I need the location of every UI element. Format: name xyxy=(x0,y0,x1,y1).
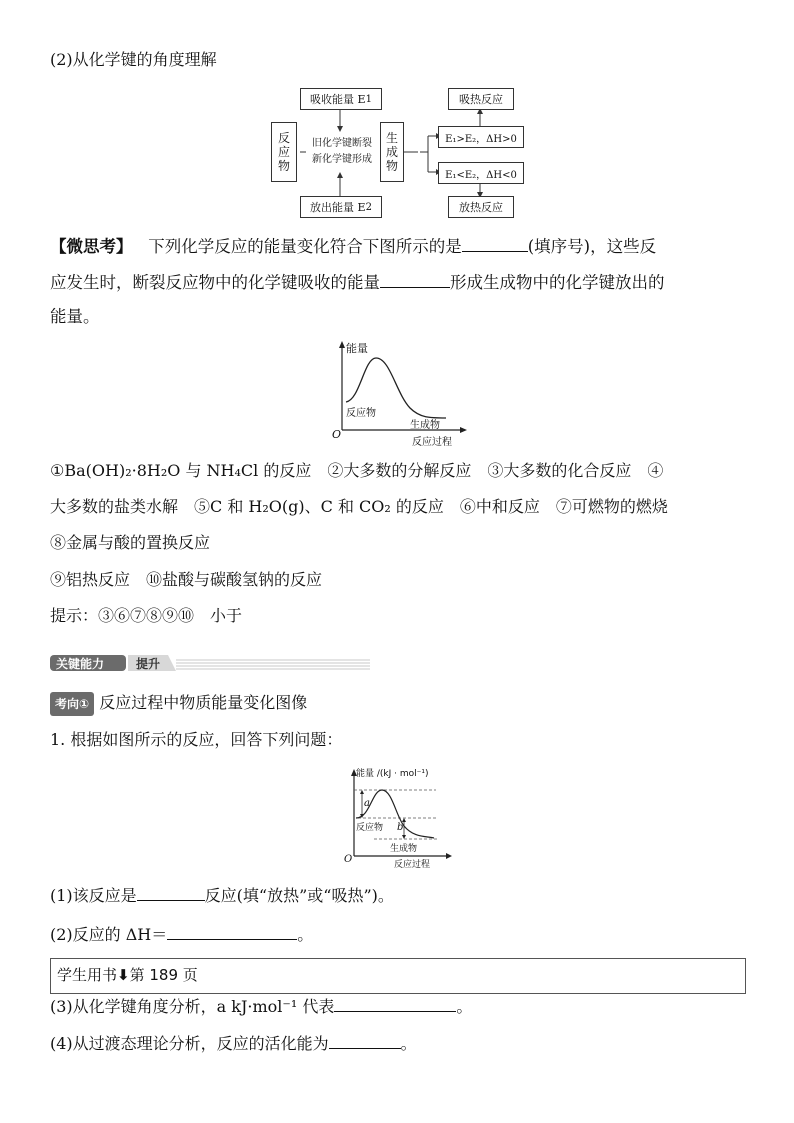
sub4-post: 。 xyxy=(400,1034,417,1053)
note-content xyxy=(57,964,198,985)
think-text-2-tail: 形成生成物中的化学键放出的 xyxy=(450,273,665,292)
sub-question-2 xyxy=(50,924,313,946)
think-label: 【微思考】 xyxy=(50,237,133,256)
hint-line xyxy=(50,605,242,627)
energy-graph-2-svg xyxy=(342,766,454,870)
exothermic-condition-box xyxy=(438,162,524,184)
endothermic-condition: E₁>E₂，ΔH>0 xyxy=(445,133,517,145)
bond-break-text: 旧化学键断裂 xyxy=(312,138,372,149)
note-page: 第 189 页 xyxy=(129,966,198,984)
sub2-pre: (2)反应的 ΔH＝ xyxy=(50,925,168,944)
down-arrow-icon: ⬇ xyxy=(117,966,130,984)
sub1-pre: (1)该反应是 xyxy=(50,886,137,905)
topic-title: 反应过程中物质能量变化图像 xyxy=(99,693,308,712)
think-text-1: 下列化学反应的能量变化符合下图所示的是 xyxy=(148,237,462,256)
sub-question-3 xyxy=(50,996,472,1018)
bond-change-text xyxy=(304,136,380,168)
graph2-xlabel: 反应过程 xyxy=(394,860,431,870)
options-line-1: ①Ba(OH)₂·8H₂O 与 NH₄Cl 的反应 ②大多数的分解反应 ③大多数的化合反应 ④ xyxy=(50,461,664,480)
graph1-ylabel: 能量 xyxy=(346,342,368,355)
graph2-product-label: 生成物 xyxy=(390,844,418,854)
sub-question-4 xyxy=(50,1033,417,1055)
absorb-sub: 1 xyxy=(365,93,372,105)
absorb-energy-box xyxy=(300,88,382,110)
student-book-note xyxy=(50,958,746,994)
graph2-a-label: a xyxy=(364,798,370,809)
sub4-blank xyxy=(329,1033,401,1049)
product-char: 生 xyxy=(385,131,398,145)
sub3-pre: (3)从化学键角度分析，a kJ·mol⁻¹ 代表 xyxy=(50,997,335,1016)
think-text-1-tail: (填序号)，这些反 xyxy=(527,237,657,256)
graph1-product-label: 生成物 xyxy=(410,420,440,431)
sub1-post: 反应(填“放热”或“吸热”)。 xyxy=(204,886,394,905)
banner-right-text: 提升 xyxy=(136,657,161,671)
sub2-post: 。 xyxy=(297,925,314,944)
sub1-blank xyxy=(137,885,205,901)
think-line-2 xyxy=(50,272,665,294)
reactant-char: 应 xyxy=(277,145,290,159)
endothermic-box xyxy=(448,88,514,110)
absorb-label: 吸收能量 E xyxy=(310,93,366,106)
hint-answer: ③⑥⑦⑧⑨⑩ 小于 xyxy=(98,606,243,625)
answer-blank-1 xyxy=(462,236,528,252)
energy-graph-1 xyxy=(330,338,470,450)
endothermic-label: 吸热反应 xyxy=(459,93,503,106)
options-line-4: ⑨铝热反应 ⑩盐酸与碳酸氢钠的反应 xyxy=(50,570,323,589)
sub4-pre: (4)从过渡态理论分析，反应的活化能为 xyxy=(50,1034,329,1053)
reactant-char: 物 xyxy=(277,159,290,173)
topic-line xyxy=(50,692,307,716)
reactant-box xyxy=(271,122,297,182)
product-char: 成 xyxy=(385,145,398,159)
release-energy-box xyxy=(300,196,382,218)
think-line-3: 能量。 xyxy=(50,307,100,326)
endothermic-condition-box xyxy=(438,126,524,148)
banner-left-text: 关键能力 xyxy=(56,657,105,671)
options-line-2: 大多数的盐类水解 ⑤C 和 H₂O(g)、C 和 CO₂ 的反应 ⑥中和反应 ⑦可燃物的燃烧 xyxy=(50,497,668,516)
bond-form-text: 新化学键形成 xyxy=(312,154,372,165)
graph2-b-label: b xyxy=(397,822,404,833)
graph1-origin: O xyxy=(332,428,342,441)
product-box xyxy=(380,122,404,182)
reactant-char: 反 xyxy=(277,131,290,145)
bond-energy-diagram xyxy=(270,86,535,218)
graph2-reactant-label: 反应物 xyxy=(356,823,384,833)
sub-question-1 xyxy=(50,885,394,907)
graph1-reactant-label: 反应物 xyxy=(346,408,376,419)
graph2-ylabel: 能量 /(kJ · mol⁻¹) xyxy=(356,769,429,779)
release-label: 放出能量 E xyxy=(310,201,366,214)
release-sub: 2 xyxy=(365,201,372,213)
exothermic-condition: E₁<E₂，ΔH<0 xyxy=(445,169,517,181)
topic-tag: 考向① xyxy=(50,692,94,716)
exothermic-box xyxy=(448,196,514,218)
hint-label: 提示： xyxy=(50,606,99,625)
graph1-xlabel: 反应过程 xyxy=(412,437,452,448)
think-line-1 xyxy=(50,236,656,258)
note-text: 学生用书 xyxy=(57,966,118,984)
question-stem: 1. 根据如图所示的反应，回答下列问题： xyxy=(50,730,343,749)
exothermic-label: 放热反应 xyxy=(459,201,503,214)
think-text-2: 应发生时，断裂反应物中的化学键吸收的能量 xyxy=(50,273,380,292)
section-heading: (2)从化学键的角度理解 xyxy=(50,50,217,69)
sub3-post: 。 xyxy=(456,997,473,1016)
energy-graph-2 xyxy=(342,766,454,870)
product-char: 物 xyxy=(385,159,398,173)
key-ability-banner xyxy=(50,654,370,672)
graph2-origin: O xyxy=(344,854,353,865)
answer-blank-2 xyxy=(380,272,450,288)
sub2-blank xyxy=(167,924,297,940)
sub3-blank xyxy=(334,996,456,1012)
options-line-3: ⑧金属与酸的置换反应 xyxy=(50,533,211,552)
